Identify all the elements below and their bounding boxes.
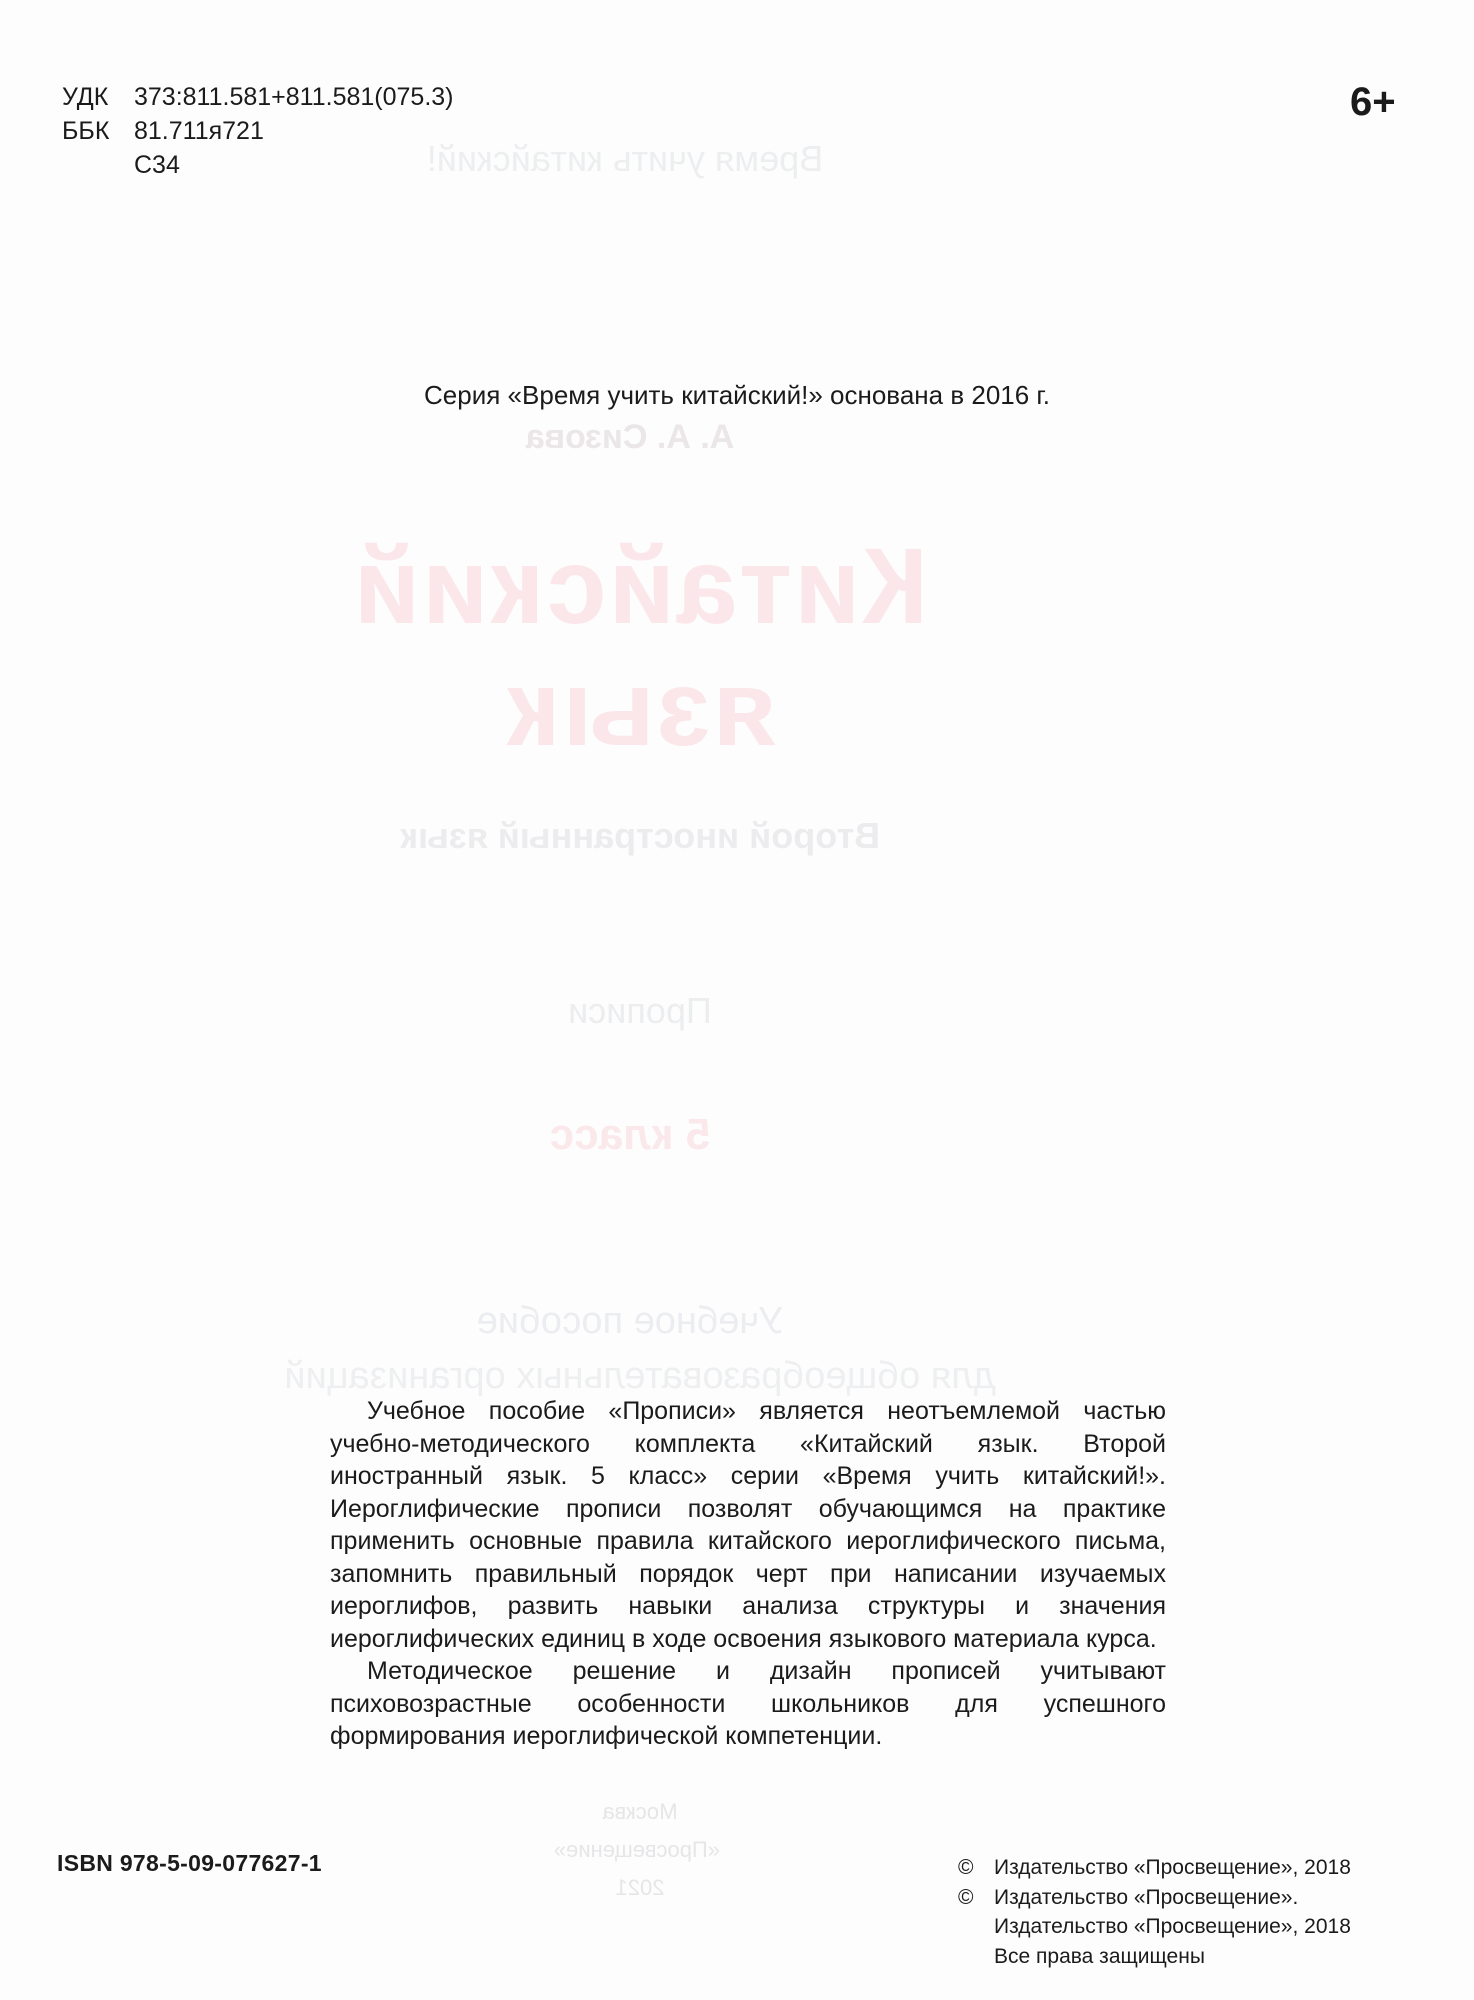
annotation-paragraph: Методическое решение и дизайн прописей учитывают психовозрастные особенности школьников для успешного формирования иероглифической компетенции. [330,1657,1166,1750]
show-through-manual-1: Учебное пособие [476,1300,784,1342]
show-through-series: Время учить китайский! [426,138,824,179]
show-through-author: А. А. Сизова [525,418,735,456]
show-through-title: Китайский язык [351,525,929,768]
copyright-block [958,1853,1351,1971]
bbk-value: 81.711я721 [134,117,264,145]
author-mark-row [62,148,454,182]
annotation-paragraph: Учебное пособие «Прописи» является неотъемлемой частью учебно-методического комплекта «Китайский язык. Второй иностранный язык. 5 класс» серии «Время учить китайский!». Иероглифические прописи позволят обучающимся на практике применить основные правила китайского иероглифического письма, запомнить правильный порядок черт при написании изучаемых иероглифов, развить навыки анализа структуры и значения иероглифических единиц в ходе освоения языкового материала курса. [330,1397,1166,1653]
copyright-symbol: © [958,1856,974,1879]
copyright-line: Издательство «Просвещение». [994,1885,1299,1909]
copyright-symbol: © [958,1885,974,1909]
age-rating: 6+ [1350,80,1396,124]
show-through-subtitle: Второй иностранный язык [400,815,880,856]
udk-row [62,80,454,114]
copyright-line: Издательство «Просвещение», 2018 [994,1856,1351,1879]
show-through-grade: 5 класс [549,1110,711,1159]
series-note: Серия «Время учить китайский!» основана в 2016 г. [424,380,1050,410]
show-through-manual-2: для общеобразовательных организаций [284,1355,996,1397]
bbk-row [62,114,454,148]
author-mark: С34 [134,151,180,179]
udk-label: УДК [62,83,109,111]
show-through-city: Москва «Просвещение» 2021 [553,1799,720,1900]
udk-value: 373:811.581+811.581(075.3) [134,83,454,111]
classification-codes [62,80,454,182]
isbn: ISBN 978-5-09-077627-1 [57,1850,322,1876]
rights-reserved: Все права защищены [994,1944,1205,1968]
bbk-label: ББК [62,117,110,145]
annotation [330,1395,1166,1753]
show-through-type: Прописи [568,990,712,1031]
copyright-line: Издательство «Просвещение», 2018 [994,1915,1351,1938]
